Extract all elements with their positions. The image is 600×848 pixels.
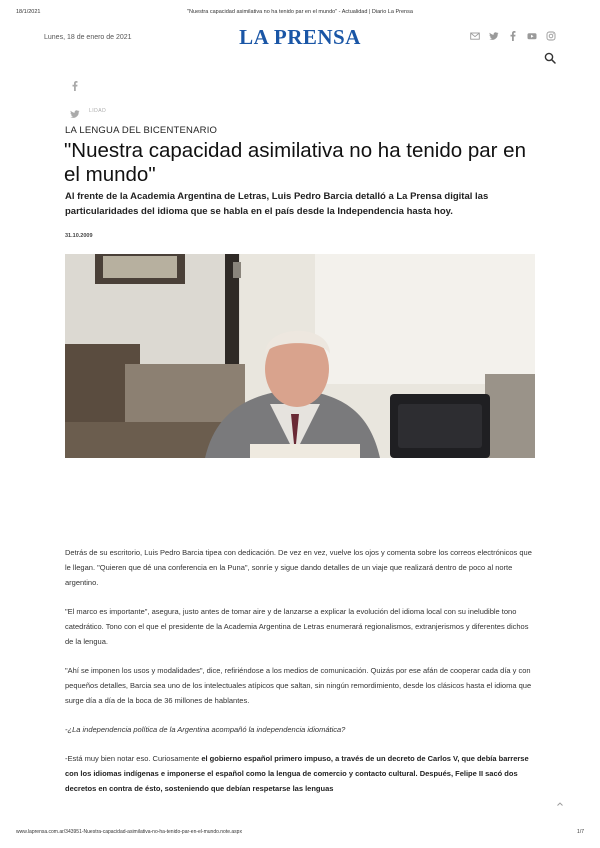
article-paragraph: "Ahí se imponen los usos y modalidades", dice, refiriéndose a los medios de comunicación. Quizás por ese afán de cooperar cada día y con pequeños detalles, Barcia sea uno de los intelectuales atípicos que saltan, sin ningún remordimiento, desde los clásicos hasta el idioma que surge día a día de la boca de 36 millones de hablantes.	[65, 666, 532, 705]
scroll-to-top-icon[interactable]	[556, 800, 564, 808]
interview-question: -¿La independencia política de la Argentina acompañó la independencia idiomática?	[65, 725, 346, 734]
site-date: Lunes, 18 de enero de 2021	[44, 34, 132, 41]
article-lede: Al frente de la Academia Argentina de Letras, Luis Pedro Barcia detalló a La Prensa digital las particularidades del idioma que se habla en el país desde la Independencia hasta hoy.	[65, 191, 489, 217]
article-paragraph	[65, 751, 537, 796]
site-header	[0, 25, 600, 70]
instagram-icon[interactable]	[546, 31, 556, 41]
article-paragraph: "El marco es importante", asegura, justo antes de tomar aire y de lanzarse a explicar la evolución del idioma local con su ineludible tono catedrático. Tono con el que el presidente de la Academia Argentina de Letras enumerará regionalismos, extranjerismos y diferentes dichos de la lengua.	[65, 607, 529, 646]
article-date: 31.10.2009	[65, 233, 93, 239]
section-label-faded: LIDAD	[89, 108, 107, 114]
article-photo	[65, 254, 535, 458]
print-header	[16, 9, 584, 19]
page-number: 1/7	[577, 829, 584, 835]
article-kicker: LA LENGUA DEL BICENTENARIO	[65, 125, 218, 136]
share-bar	[70, 81, 80, 119]
answer-bold-text: Después, Felipe II sacó dos decretos en contra de ésto, sosteniendo que debían respetarse las lenguas	[65, 769, 518, 793]
twitter-icon[interactable]	[489, 31, 499, 41]
print-url: www.laprensa.com.ar/343951-Nuestra-capacidad-asimilativa-no-ha-tenido-par-en-el-mundo.note.aspx	[16, 829, 242, 835]
answer-text: -Está muy bien notar eso. Curiosamente	[65, 754, 202, 763]
print-document-title: "Nuestra capacidad asimilativa no ha tenido par en el mundo" - Actualidad | Diario La Prensa	[187, 9, 413, 15]
article-body	[65, 545, 537, 810]
article-headline: "Nuestra capacidad asimilativa no ha tenido par en el mundo"	[64, 139, 526, 186]
facebook-icon[interactable]	[70, 81, 80, 91]
facebook-icon[interactable]	[508, 31, 518, 41]
mail-icon[interactable]	[470, 31, 480, 41]
site-logo[interactable]: LA PRENSA	[239, 25, 361, 49]
answer-bold-text: el gobierno español primero impuso, a través de un decreto de Carlos V, que debía barrerse con los idiomas indígenas e imponerse el español como la lengua de comercio y contacto cultural.	[65, 754, 529, 778]
photo-illustration	[65, 254, 535, 458]
search-icon[interactable]	[544, 52, 556, 64]
print-footer	[16, 829, 584, 839]
print-date: 18/1/2021	[16, 9, 41, 15]
twitter-icon[interactable]	[70, 109, 80, 119]
article-paragraph: Detrás de su escritorio, Luis Pedro Barcia tipea con dedicación. De vez en vez, vuelve los ojos y comenta sobre los correos electrónicos que le llegan. "Quieren que dé una conferencia en la Puna", sonríe y sigue dando detalles de un viaje que realizará dentro de poco al norte argentino.	[65, 548, 532, 587]
social-links	[470, 31, 556, 41]
youtube-icon[interactable]	[527, 31, 537, 41]
